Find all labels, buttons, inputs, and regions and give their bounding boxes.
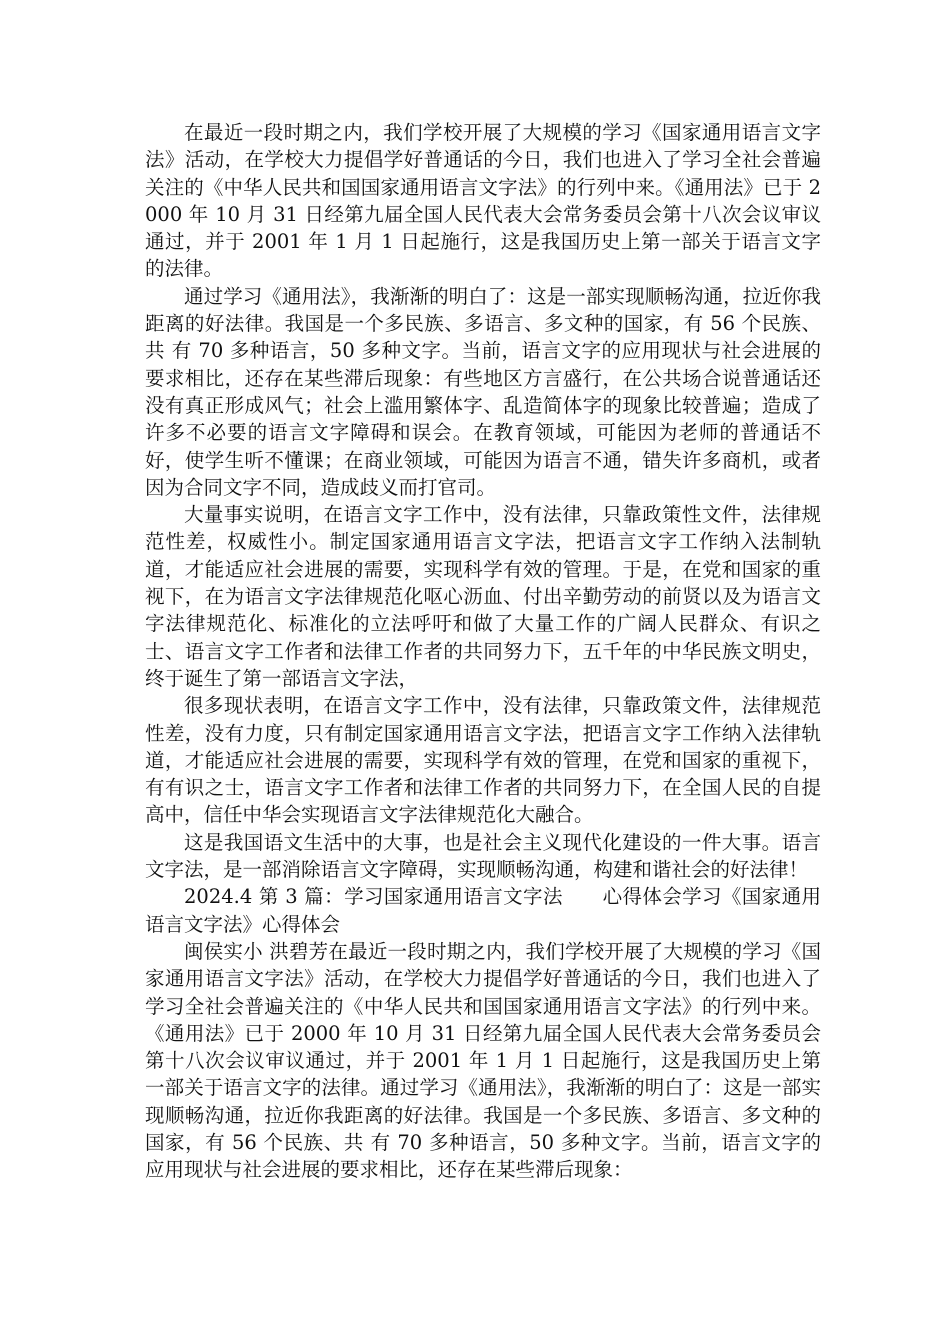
paragraph-section-heading: 2024.4 第 3 篇：学习国家通用语言文字法 心得体会学习《国家通用语言文字法》心得体会 <box>145 885 821 936</box>
paragraph-second-essay: 闽侯实小 洪碧芳在最近一段时期之内，我们学校开展了大规模的学习《国家通用语言文字法》活动，在学校大力提倡学好普通话的今日，我们也进入了学习全社会普遍关注的《中华人民共和国国家通用语言文字法》的行列中来。《通用法》已于 2000 年 10 月 31 日经第九届全国人民代表大会常务委员会第十八次会议审议通过，并于 2001 年 1 月 1 日起施行，这是我国历史上第一部关于语言文字的法律。通过学习《通用法》，我渐渐的明白了：这是一部实现顺畅沟通，拉近你我距离的好法律。我国是一个多民族、多语言、多文种的国家，有 56 个民族、共 有 70 多种语言，50 多种文字。当前，语言文字的应用现状与社会进展的要求相比，还存在某些滞后现象： <box>145 939 821 1182</box>
paragraph-intro: 在最近一段时期之内，我们学校开展了大规模的学习《国家通用语言文字法》活动，在学校大力提倡学好普通话的今日，我们也进入了学习全社会普遍关注的《中华人民共和国国家通用语言文字法》的行列中来。《通用法》已于 2000 年 10 月 31 日经第九届全国人民代表大会常务委员会第十八次会议审议通过，并于 2001 年 1 月 1 日起施行，这是我国历史上第一部关于语言文字的法律。 <box>145 121 821 281</box>
document-body <box>145 119 821 1184</box>
paragraph-facts: 大量事实说明，在语言文字工作中，没有法律，只靠政策性文件，法律规范性差，权威性小。制定国家通用语言文字法，把语言文字工作纳入法制轨道，才能适应社会进展的需要，实现科学有效的管理。于是，在党和国家的重视下，在为语言文字法律规范化呕心沥血、付出辛勤劳动的前贤以及为语言文字法律规范化、标准化的立法呼吁和做了大量工作的广阔人民群众、有识之士、语言文字工作者和法律工作者的共同努力下，五千年的中华民族文明史，终于诞生了第一部语言文字法， <box>145 503 821 690</box>
paragraph-understanding: 通过学习《通用法》，我渐渐的明白了：这是一部实现顺畅沟通，拉近你我距离的好法律。我国是一个多民族、多语言、多文种的国家，有 56 个民族、共 有 70 多种语言，50 多种文字。当前，语言文字的应用现状与社会进展的要求相比，还存在某些滞后现象：有些地区方言盛行，在公共场合说普通话还没有真正形成风气；社会上滥用繁体字、乱造简体字的现象比较普遍；造成了许多不必要的语言文字障碍和误会。在教育领域，可能因为老师的普通话不好，使学生听不懂课；在商业领域，可能因为语言不通，错失许多商机，或者因为合同文字不同，造成歧义而打官司。 <box>145 284 821 499</box>
paragraph-conclusion: 这是我国语文生活中的大事，也是社会主义现代化建设的一件大事。语言文字法，是一部消除语言文字障碍，实现顺畅沟通，构建和谐社会的好法律！ <box>145 830 821 882</box>
paragraph-current-situation: 很多现状表明，在语言文字工作中，没有法律，只靠政策文件，法律规范性差，没有力度，只有制定国家通用语言文字法，把语言文字工作纳入法律轨道，才能适应社会进展的需要，实现科学有效的管理，在党和国家的重视下，有有识之士，语言文字工作者和法律工作者的共同努力下，在全国人民的自提高中，信任中华会实现语言文字法律规范化大融合。 <box>145 694 821 827</box>
